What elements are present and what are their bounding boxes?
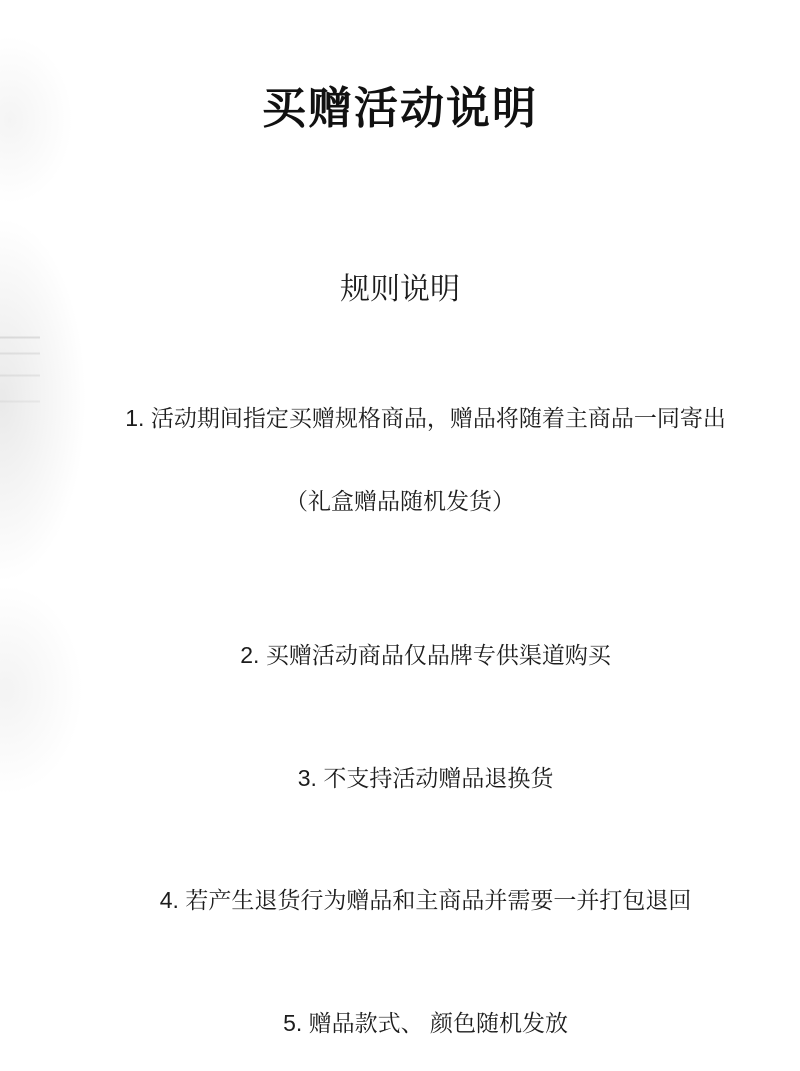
rules-list <box>40 308 760 1071</box>
list-item <box>40 975 760 1071</box>
rule-text: 1. 活动期间指定买赠规格商品，赠品将随着主商品一同寄出 <box>125 405 726 432</box>
list-item <box>40 730 760 827</box>
list-item <box>40 370 760 581</box>
list-item <box>40 852 760 949</box>
section-title-rules: 规则说明 <box>340 273 460 306</box>
rule-text: 4. 若产生退货行为赠品和主商品并需要一并打包退回 <box>159 887 692 914</box>
rule-text: 2. 买赠活动商品仅品牌专供渠道购买 <box>240 642 611 669</box>
rule-text: 5. 赠品款式、 颜色随机发放 <box>283 1010 569 1036</box>
rule-subtext: （礼盒赠品随机发货） <box>285 487 515 514</box>
page-title: 买赠活动说明 <box>262 84 538 133</box>
rule-text: 3. 不支持活动赠品退换货 <box>297 764 554 791</box>
list-item <box>40 607 760 704</box>
